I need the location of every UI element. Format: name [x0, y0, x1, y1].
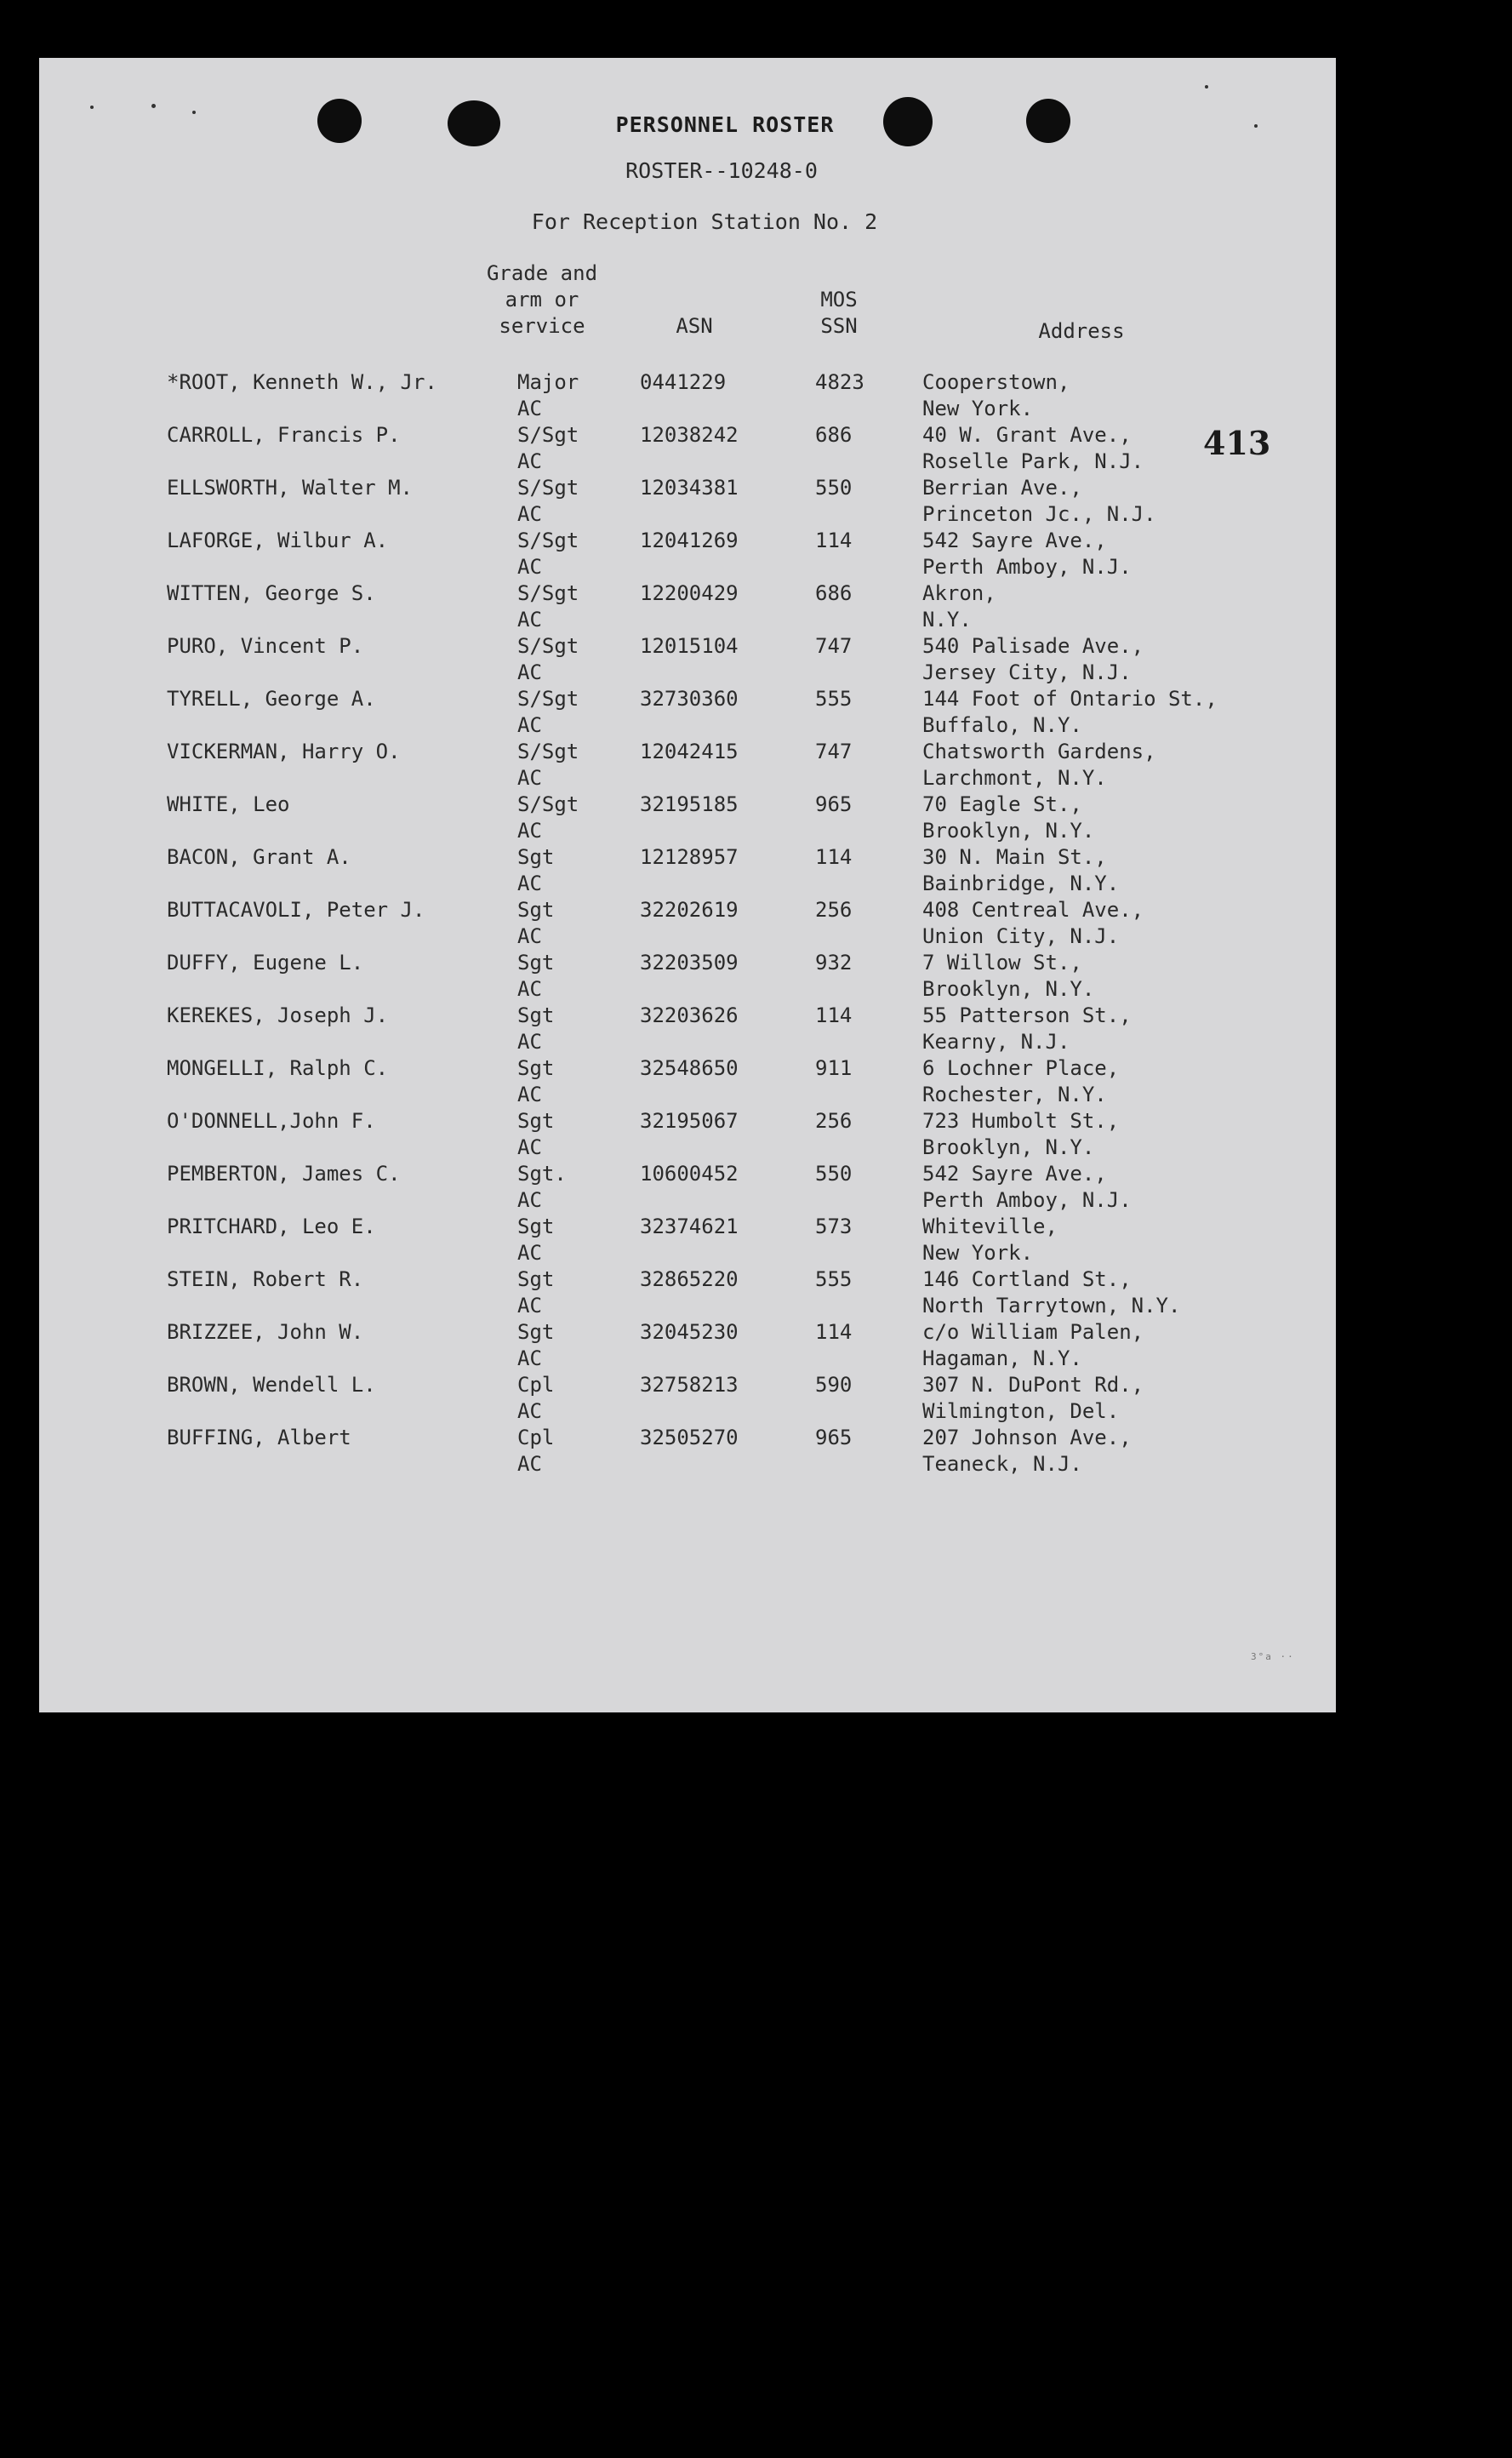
person-name: BUTTACAVOLI, Peter J. — [167, 898, 425, 922]
address-line: c/o William Palen, — [922, 1320, 1144, 1344]
arm-or-service: AC — [517, 1030, 542, 1054]
address-line: Whiteville, — [922, 1215, 1058, 1238]
table-row — [39, 1372, 1336, 1425]
grade: Sgt — [517, 1215, 555, 1238]
address-line: 30 N. Main St., — [922, 845, 1107, 869]
address-line: 40 W. Grant Ave., — [922, 423, 1132, 447]
arm-or-service: AC — [517, 1083, 542, 1106]
address-line: Buffalo, N.Y. — [922, 713, 1082, 737]
grade: Sgt — [517, 1109, 555, 1133]
table-row — [39, 475, 1336, 528]
column-header-asn: ASN — [676, 314, 713, 338]
corner-mark: 3°a ·· — [1251, 1651, 1295, 1662]
roster-heading: PERSONNEL ROSTER — [615, 112, 835, 137]
column-header-grade-line: arm or — [505, 288, 579, 312]
address-line: Kearny, N.J. — [922, 1030, 1070, 1054]
mos-code: 686 — [815, 423, 853, 447]
grade: S/Sgt — [517, 529, 579, 552]
address-line: Brooklyn, N.Y. — [922, 1135, 1095, 1159]
address-line: 6 Lochner Place, — [922, 1056, 1120, 1080]
table-row — [39, 422, 1336, 475]
address-line: Akron, — [922, 581, 996, 605]
roster-table — [39, 369, 1336, 1478]
mos-code: 550 — [815, 1162, 853, 1186]
grade: Major — [517, 370, 579, 394]
person-name: WITTEN, George S. — [167, 581, 376, 605]
station-title: For Reception Station No. 2 — [531, 209, 878, 234]
table-row — [39, 528, 1336, 580]
person-name: DUFFY, Eugene L. — [167, 951, 364, 975]
arm-or-service: AC — [517, 1452, 542, 1476]
table-row — [39, 1055, 1336, 1108]
table-row — [39, 739, 1336, 792]
column-header-mos-line: SSN — [820, 314, 858, 338]
person-name: CARROLL, Francis P. — [167, 423, 401, 447]
mos-code: 911 — [815, 1056, 853, 1080]
column-header-grade — [470, 260, 614, 340]
address-line: Perth Amboy, N.J. — [922, 1188, 1132, 1212]
arm-or-service: AC — [517, 660, 542, 684]
grade: Cpl — [517, 1426, 555, 1449]
column-header-mos-line: MOS — [820, 288, 858, 312]
person-name: STEIN, Robert R. — [167, 1267, 364, 1291]
arm-or-service: AC — [517, 608, 542, 632]
address-line: Wilmington, Del. — [922, 1399, 1120, 1423]
mos-code: 686 — [815, 581, 853, 605]
arm-or-service: AC — [517, 977, 542, 1001]
person-name: ELLSWORTH, Walter M. — [167, 476, 413, 500]
address-line: 542 Sayre Ave., — [922, 529, 1107, 552]
address-line: Hagaman, N.Y. — [922, 1346, 1082, 1370]
address-line: 70 Eagle St., — [922, 792, 1082, 816]
address-line: Berrian Ave., — [922, 476, 1082, 500]
serial-number: 12034381 — [640, 476, 739, 500]
speck — [1205, 85, 1208, 89]
person-name: MONGELLI, Ralph C. — [167, 1056, 389, 1080]
serial-number: 32195185 — [640, 792, 739, 816]
address-line: Bainbridge, N.Y. — [922, 872, 1120, 895]
address-line: 55 Patterson St., — [922, 1003, 1132, 1027]
mos-code: 256 — [815, 898, 853, 922]
arm-or-service: AC — [517, 819, 542, 843]
serial-number: 32758213 — [640, 1373, 739, 1397]
mos-code: 590 — [815, 1373, 853, 1397]
grade: S/Sgt — [517, 740, 579, 763]
grade: S/Sgt — [517, 476, 579, 500]
address-line: 307 N. DuPont Rd., — [922, 1373, 1144, 1397]
mos-code: 114 — [815, 845, 853, 869]
table-row — [39, 950, 1336, 1003]
arm-or-service: AC — [517, 1399, 542, 1423]
serial-number: 32548650 — [640, 1056, 739, 1080]
page-number: 413 — [1203, 424, 1271, 462]
address-line: N.Y. — [922, 608, 972, 632]
address-line: 540 Palisade Ave., — [922, 634, 1144, 658]
person-name: BRIZZEE, John W. — [167, 1320, 364, 1344]
arm-or-service: AC — [517, 555, 542, 579]
grade: Sgt. — [517, 1162, 567, 1186]
speck — [90, 106, 94, 109]
arm-or-service: AC — [517, 924, 542, 948]
table-row — [39, 1266, 1336, 1319]
address-line: Rochester, N.Y. — [922, 1083, 1107, 1106]
serial-number: 12038242 — [640, 423, 739, 447]
grade: Sgt — [517, 951, 555, 975]
arm-or-service: AC — [517, 713, 542, 737]
grade: Sgt — [517, 898, 555, 922]
address-line: Chatsworth Gardens, — [922, 740, 1156, 763]
address-line: Jersey City, N.J. — [922, 660, 1132, 684]
person-name: KEREKES, Joseph J. — [167, 1003, 389, 1027]
address-line: North Tarrytown, N.Y. — [922, 1294, 1181, 1318]
table-row — [39, 369, 1336, 422]
table-row — [39, 1003, 1336, 1055]
address-line: 408 Centreal Ave., — [922, 898, 1144, 922]
address-line: Cooperstown, — [922, 370, 1070, 394]
mos-code: 256 — [815, 1109, 853, 1133]
address-line: 144 Foot of Ontario St., — [922, 687, 1218, 711]
address-line: Princeton Jc., N.J. — [922, 502, 1156, 526]
arm-or-service: AC — [517, 1346, 542, 1370]
address-line: 207 Johnson Ave., — [922, 1426, 1132, 1449]
person-name: TYRELL, George A. — [167, 687, 376, 711]
mos-code: 932 — [815, 951, 853, 975]
mos-code: 114 — [815, 1003, 853, 1027]
arm-or-service: AC — [517, 872, 542, 895]
mos-code: 573 — [815, 1215, 853, 1238]
roster-number: ROSTER--10248-0 — [625, 158, 818, 183]
address-line: 146 Cortland St., — [922, 1267, 1132, 1291]
person-name: PURO, Vincent P. — [167, 634, 364, 658]
grade: Sgt — [517, 1003, 555, 1027]
table-row — [39, 580, 1336, 633]
column-header-grade-line: Grade and — [486, 261, 598, 285]
address-line: New York. — [922, 397, 1034, 420]
grade: Sgt — [517, 1056, 555, 1080]
serial-number: 32045230 — [640, 1320, 739, 1344]
table-row — [39, 792, 1336, 844]
grade: Sgt — [517, 845, 555, 869]
serial-number: 32202619 — [640, 898, 739, 922]
serial-number: 32195067 — [640, 1109, 739, 1133]
address-line: 542 Sayre Ave., — [922, 1162, 1107, 1186]
address-line: Roselle Park, N.J. — [922, 449, 1144, 473]
arm-or-service: AC — [517, 1188, 542, 1212]
table-row — [39, 1319, 1336, 1372]
arm-or-service: AC — [517, 1241, 542, 1265]
person-name: BROWN, Wendell L. — [167, 1373, 376, 1397]
person-name: WHITE, Leo — [167, 792, 290, 816]
serial-number: 32203509 — [640, 951, 739, 975]
serial-number: 32730360 — [640, 687, 739, 711]
mos-code: 4823 — [815, 370, 864, 394]
serial-number: 12015104 — [640, 634, 739, 658]
table-row — [39, 633, 1336, 686]
address-line: 7 Willow St., — [922, 951, 1082, 975]
address-line: 723 Humbolt St., — [922, 1109, 1120, 1133]
serial-number: 12042415 — [640, 740, 739, 763]
person-name: PRITCHARD, Leo E. — [167, 1215, 376, 1238]
mos-code: 965 — [815, 792, 853, 816]
serial-number: 32505270 — [640, 1426, 739, 1449]
mos-code: 555 — [815, 687, 853, 711]
serial-number: 12041269 — [640, 529, 739, 552]
table-row — [39, 1161, 1336, 1214]
table-row — [39, 844, 1336, 897]
mos-code: 747 — [815, 634, 853, 658]
column-header-address: Address — [1038, 319, 1125, 343]
mos-code: 555 — [815, 1267, 853, 1291]
mos-code: 965 — [815, 1426, 853, 1449]
person-name: BACON, Grant A. — [167, 845, 351, 869]
serial-number: 32865220 — [640, 1267, 739, 1291]
arm-or-service: AC — [517, 502, 542, 526]
grade: Sgt — [517, 1320, 555, 1344]
mos-code: 747 — [815, 740, 853, 763]
person-name: O'DONNELL,John F. — [167, 1109, 376, 1133]
grade: S/Sgt — [517, 581, 579, 605]
person-name: *ROOT, Kenneth W., Jr. — [167, 370, 437, 394]
address-line: Teaneck, N.J. — [922, 1452, 1082, 1476]
arm-or-service: AC — [517, 1294, 542, 1318]
person-name: BUFFING, Albert — [167, 1426, 351, 1449]
column-header-mos — [805, 287, 873, 340]
column-header-grade-line: service — [499, 314, 585, 338]
speck — [151, 104, 156, 108]
grade: S/Sgt — [517, 634, 579, 658]
arm-or-service: AC — [517, 766, 542, 790]
serial-number: 10600452 — [640, 1162, 739, 1186]
serial-number: 32203626 — [640, 1003, 739, 1027]
arm-or-service: AC — [517, 449, 542, 473]
person-name: LAFORGE, Wilbur A. — [167, 529, 389, 552]
grade: S/Sgt — [517, 423, 579, 447]
grade: Cpl — [517, 1373, 555, 1397]
address-line: Perth Amboy, N.J. — [922, 555, 1132, 579]
mos-code: 114 — [815, 1320, 853, 1344]
table-row — [39, 1425, 1336, 1478]
serial-number: 32374621 — [640, 1215, 739, 1238]
serial-number: 12200429 — [640, 581, 739, 605]
table-row — [39, 686, 1336, 739]
serial-number: 0441229 — [640, 370, 727, 394]
person-name: VICKERMAN, Harry O. — [167, 740, 401, 763]
serial-number: 12128957 — [640, 845, 739, 869]
arm-or-service: AC — [517, 1135, 542, 1159]
grade: S/Sgt — [517, 792, 579, 816]
roster-page — [39, 58, 1336, 1712]
address-line: Brooklyn, N.Y. — [922, 977, 1095, 1001]
address-line: New York. — [922, 1241, 1034, 1265]
table-row — [39, 1214, 1336, 1266]
mos-code: 550 — [815, 476, 853, 500]
table-row — [39, 1108, 1336, 1161]
address-line: Union City, N.J. — [922, 924, 1120, 948]
address-line: Larchmont, N.Y. — [922, 766, 1107, 790]
table-row — [39, 897, 1336, 950]
grade: S/Sgt — [517, 687, 579, 711]
grade: Sgt — [517, 1267, 555, 1291]
arm-or-service: AC — [517, 397, 542, 420]
person-name: PEMBERTON, James C. — [167, 1162, 401, 1186]
address-line: Brooklyn, N.Y. — [922, 819, 1095, 843]
mos-code: 114 — [815, 529, 853, 552]
